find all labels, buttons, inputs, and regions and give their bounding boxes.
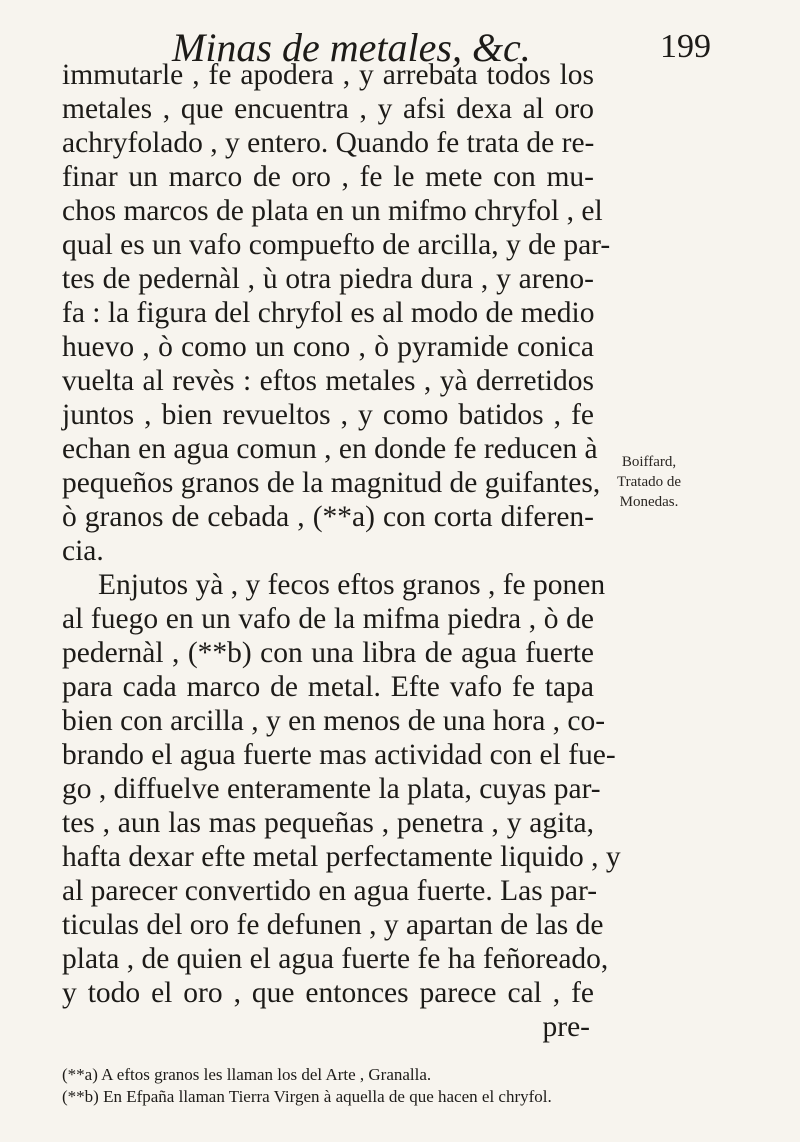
text-line: tes , aun las mas pequeñas , penetra , y agita, [62, 807, 594, 839]
text-line: chos marcos de plata en un mifmo chryfol , el [62, 195, 603, 227]
margin-note-line: Monedas. [619, 494, 679, 510]
running-title: Minas de metales, &c. [172, 25, 531, 70]
margin-note-line: Tratado de [616, 474, 682, 490]
text-line: metales , que encuentra , y afsi dexa al oro [62, 93, 594, 125]
footnotes [62, 1064, 622, 1108]
margin-note [606, 452, 692, 512]
text-line: qual es un vafo compuefto de arcilla, y de par- [62, 229, 611, 261]
text-line: plata , de quien el agua fuerte fe ha feñoreado, [62, 943, 609, 975]
text-line: tes de pedernàl , ù otra piedra dura , y areno- [62, 263, 594, 295]
text-line: pequeños granos de la magnitud de guifantes, [62, 467, 601, 499]
text-line: al parecer convertido en agua fuerte. Las par- [62, 875, 598, 907]
text-line: para cada marco de metal. Efte vafo fe tapa [62, 671, 594, 703]
text-line: hafta dexar efte metal perfectamente liquido , y [62, 841, 621, 873]
margin-note-line: Boiffard, [621, 454, 677, 470]
page-number: 199 [660, 28, 711, 65]
text-line: ò granos de cebada , (**a) con corta diferen- [62, 501, 594, 533]
text-line: brando el agua fuerte mas actividad con el fue- [62, 739, 616, 771]
footnote: (**a) A eftos granos les llaman los del Arte , Granalla. [62, 1065, 432, 1084]
text-line: huevo , ò como un cono , ò pyramide conica [62, 331, 594, 363]
text-line: echan en agua comun , en donde fe reducen à [62, 433, 598, 465]
text-line: immutarle , fe apodera , y arrebata todos los [62, 59, 594, 91]
text-line: bien con arcilla , y en menos de una hora , co- [62, 705, 606, 737]
text-line: al fuego en un vafo de la mifma piedra , ò de [62, 603, 594, 635]
text-line: cia. [62, 535, 104, 567]
text-line: fa : la figura del chryfol es al modo de medio [62, 297, 595, 329]
text-line: Enjutos yà , y fecos eftos granos , fe ponen [98, 569, 606, 601]
text-line: achryfolado , y entero. Quando fe trata de re- [62, 127, 595, 159]
body-text [62, 58, 621, 1044]
catchword: pre- [542, 1011, 590, 1043]
text-line: pedernàl , (**b) con una libra de agua fuerte [62, 637, 594, 669]
text-line: ticulas del oro fe defunen , y apartan de las de [62, 909, 604, 941]
footnote: (**b) En Efpaña llaman Tierra Virgen à aquella de que hacen el chryfol. [62, 1087, 552, 1106]
text-line: vuelta al revès : eftos metales , yà derretidos [62, 365, 594, 397]
text-line: go , diffuelve enteramente la plata, cuyas par- [62, 773, 601, 805]
text-line: y todo el oro , que entonces parece cal , fe [62, 977, 594, 1009]
text-line: juntos , bien revueltos , y como batidos , fe [62, 399, 594, 431]
text-line: finar un marco de oro , fe le mete con mu- [62, 161, 594, 193]
